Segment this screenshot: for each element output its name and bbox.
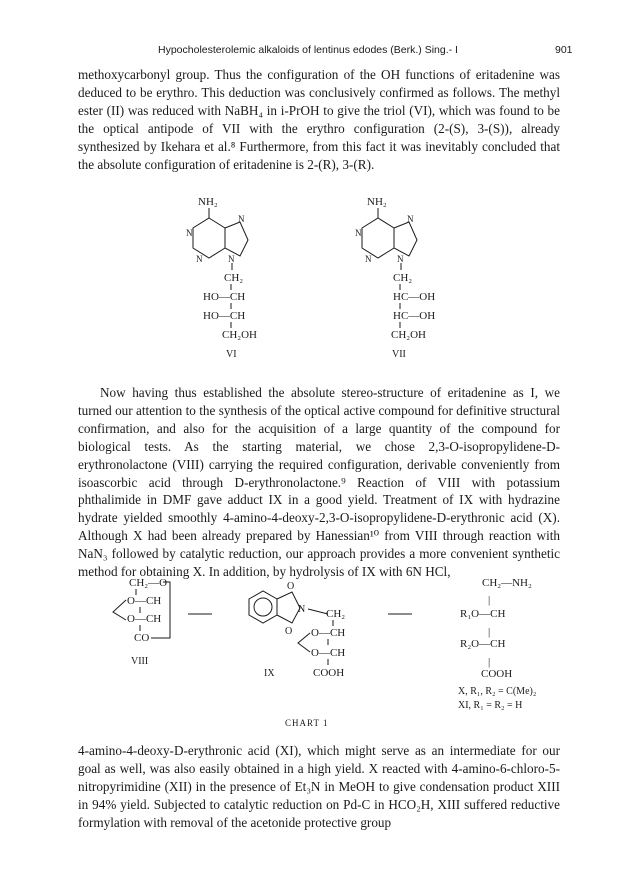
ix-o-ch-1: O—CH [311,627,346,639]
legend-xi: XI, R₁ = R₂ = H [458,700,523,711]
x-cooh: COOH [481,668,513,680]
vii-ch2: CH₂ [393,272,413,284]
paragraph-3 [78,742,560,832]
ix-ch2: CH₂ [326,608,346,620]
ix-o-bottom: O [285,626,293,637]
legend-x: X, R₁, R₂ = C(Me)₂ [458,686,537,697]
paragraph-2-text: Now having thus established the absolute stereo-structure of eritadenine as I, we turned our attention to the synthesis of the optical active compound for definitive structural confirmation, and also for the acquisition of a large quantity of the compound for biological tests. As the starting material, we chose 2,3-O-isopropylidene-D-erythronolactone (VIII) carrying the required configuration, derivable conveniently from isoascorbic acid through D-erythronolactone.⁹ Reaction of VIII with potassium phthalimide in DMF gave adduct IX in a good yield. Treatment of IX with hydrazine hydrate yielded smoothly 4-amino-4-deoxy-2,3-O-isopropylidene-D-erythronic acid (X). Although X had been already prepared by Hanessian¹⁰ from VIII through reaction with NaN₃ followed by catalytic reduction, our approach provides a more convenient synthetic method for obtaining X. In addition, by hydrolysis of IX with 6N HCl, [78,385,560,580]
viii-ch2-o: CH₂—O [129,577,168,589]
paragraph-2 [78,384,560,581]
vi-n7: N [238,214,245,224]
x-bar-1: | [488,594,491,606]
vii-hc-oh-1: HC—OH [393,291,436,303]
ix-o-top: O [287,581,295,592]
vi-ho-ch-2: HO—CH [203,310,246,322]
label-vi: VI [226,349,237,360]
x-bar-3: | [488,656,491,668]
paragraph-1-text: methoxycarbonyl group. Thus the configuration of the OH functions of eritadenine was deduced to be erythro. This deduction was conclusively confirmed as follows. The methyl ester (II) was reduced with NaBH₄ in i-PrOH to give the triol (VI), which was found to be the optical antipode of VII with the erythro configuration (2-(S), 3-(S)), already synthesized by Ikehara et al.⁸ Furthermore, from this fact it was inevitably concluded that the absolute configuration of eritadenine is 2-(R), 3-(R). [78,67,560,172]
ix-cooh: COOH [313,667,345,679]
ix-n: N [298,604,306,615]
vi-ch2: CH₂ [224,272,244,284]
vii-n3: N [365,254,372,264]
paragraph-3-text: 4-amino-4-deoxy-D-erythronic acid (XI), which might serve as an intermediate for our goal as well, was also easily obtained in a high yield. X reacted with 4-amino-6-chloro-5-nitropyrimidine (XII) in the presence of Et₃N in MeOH to give condensation product XIII in 94% yield. Subjected to catalytic reduction on Pd-C in HCO₂H, XIII suffered reductive formylation with removal of the acetonide protective group [78,743,560,830]
x-bar-2: | [488,626,491,638]
chart-1-scheme [113,577,536,711]
running-title: Hypocholesterolemic alkaloids of lentinus edodes (Berk.) Sing.- I [158,44,458,56]
vii-n7: N [407,214,414,224]
vii-nh2: NH₂ [367,196,387,208]
vi-n3: N [196,254,203,264]
x-r1o-ch: R₁O—CH [460,608,506,620]
structure-vii [355,196,435,360]
viii-co: CO [134,632,150,644]
page-number: 901 [555,44,573,56]
vi-n9: N [228,254,235,264]
ix-o-ch-2: O—CH [311,647,346,659]
vi-ho-ch-1: HO—CH [203,291,246,303]
vii-ch2oh: CH₂OH [391,329,427,341]
structure-vi [186,196,257,360]
label-ix: IX [264,668,275,679]
vii-n9: N [397,254,404,264]
vi-nh2: NH₂ [198,196,218,208]
label-viii: VIII [131,656,149,667]
viii-o-ch-1: O—CH [127,595,162,607]
label-vii: VII [392,349,406,360]
x-ch2-nh2: CH₂—NH₂ [482,577,532,589]
viii-o-ch-2: O—CH [127,613,162,625]
vi-ch2oh: CH₂OH [222,329,258,341]
x-r2o-ch: R₂O—CH [460,638,506,650]
vii-hc-oh-2: HC—OH [393,310,436,322]
chart-caption: CHART 1 [285,718,329,728]
vi-n1: N [186,228,193,238]
vii-n1: N [355,228,362,238]
